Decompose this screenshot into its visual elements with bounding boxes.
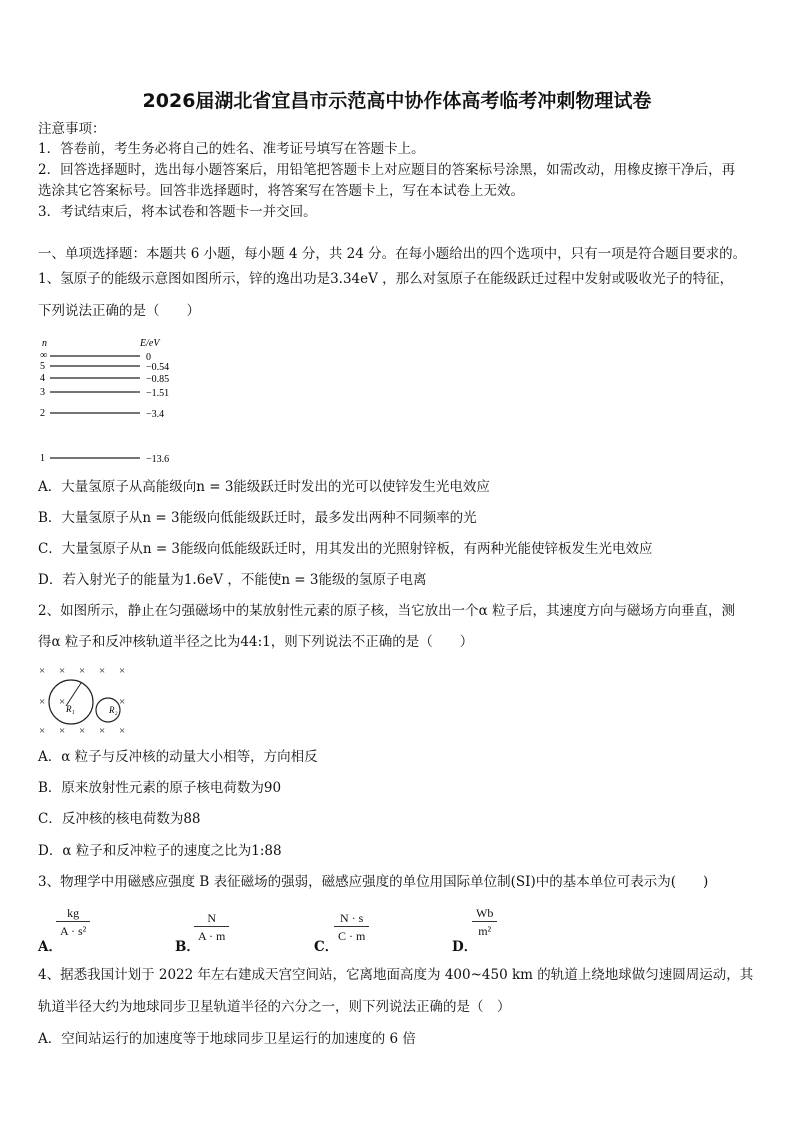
r1-label: R₁ [66,704,75,714]
q1-option-d: D．若入射光子的能量为1.6eV ，不能使n = 3能级的氢原子电离 [38,572,427,588]
svg-text:−0.54: −0.54 [146,362,170,373]
q1-stem-line1: 1、氢原子的能级示意图如图所示，锌的逸出功是3.34eV ，那么对氢原子在能级跃迁过程中发射或吸收光子的特征， [38,271,734,287]
r1-radius [66,683,81,706]
q1-stem-line2: 下列说法正确的是（ ） [38,303,200,319]
q3-option-c-fraction [334,911,369,944]
exam-title: 2026届湖北省宜昌市示范高中协作体高考临考冲刺物理试卷 [142,90,652,112]
svg-text:0: 0 [146,352,151,363]
notice-item-2: 2．回答选择题时，选出每小题答案后，用铅笔把答题卡上对应题目的答案标号涂黑，如需改动，用橡皮擦干净后，再 [38,162,736,178]
svg-text:−0.85: −0.85 [146,374,170,385]
svg-text:×: × [99,665,106,677]
svg-text:×: × [59,665,66,677]
level-5 [40,361,169,373]
r2-label: R₂ [109,705,118,715]
q3-option-b-den: A · m [194,926,229,944]
svg-text:2: 2 [40,408,45,419]
svg-text:−13.6: −13.6 [146,454,170,465]
q1-option-b: B．大量氢原子从n = 3能级向低能级跃迁时，最多发出两种不同频率的光 [38,510,477,526]
level-inf [40,350,151,363]
section-heading: 一、单项选择题：本题共 6 小题，每小题 4 分，共 24 分。在每小题给出的四个选项中，只有一项是符合题目要求的。 [38,246,747,262]
svg-text:1: 1 [40,453,45,464]
q3-option-a-den: A · s² [56,921,90,939]
svg-text:×: × [119,696,126,708]
q3-option-b-fraction [194,911,229,944]
q2-option-d: D．α 粒子和反冲粒子的速度之比为1:88 [38,843,282,859]
svg-text:×: × [59,725,66,737]
q2-stem-line2: 得α 粒子和反冲核轨道半径之比为44:1，则下列说法不正确的是（ ） [38,634,474,650]
svg-text:×: × [59,696,66,708]
svg-text:−1.51: −1.51 [146,388,170,399]
q4-stem-line1: 4、据悉我国计划于 2022 年左右建成天宫空间站，它离地面高度为 400~450 km 的轨道上绕地球做匀速圆周运动，其 [38,967,754,983]
q3-option-a-label: A． [38,939,62,955]
q3-option-d-num: Wb [476,906,494,920]
field-crosses [39,665,125,737]
q3-option-c-den: C · m [334,926,369,944]
svg-text:×: × [39,725,46,737]
level-2 [40,408,164,420]
q2-option-b: B．原来放射性元素的原子核电荷数为90 [38,780,282,796]
q3-option-d-fraction [472,906,497,939]
q2-stem-line1: 2、如图所示，静止在匀强磁场中的某放射性元素的原子核，当它放出一个α 粒子后，其速度方向与磁场方向垂直，测 [38,603,735,619]
q3-option-c-label: C． [314,939,339,955]
q3-option-b-label: B． [175,939,200,955]
svg-text:×: × [79,665,86,677]
q2-option-c: C．反冲核的核电荷数为88 [38,811,201,827]
energy-level-diagram [36,334,196,466]
svg-text:×: × [79,725,86,737]
svg-text:×: × [119,725,126,737]
svg-text:3: 3 [40,387,45,398]
svg-text:−3.4: −3.4 [146,409,165,420]
magnetic-field-diagram [36,660,136,738]
q3-option-b-num: N [207,911,216,925]
svg-text:×: × [99,725,106,737]
q4-option-a: A．空间站运行的加速度等于地球同步卫星运行的加速度的 6 倍 [38,1031,416,1047]
n-axis-label: n [42,338,47,349]
level-4 [40,373,169,385]
q3-option-c-num: N · s [340,911,364,925]
notice-item-3: 3．考试结束后，将本试卷和答题卡一并交回。 [38,204,317,220]
level-3 [40,387,169,399]
q2-option-a: A．α 粒子与反冲核的动量大小相等，方向相反 [38,749,318,765]
notice-heading: 注意事项： [38,121,106,137]
q3-option-d-den: m² [472,921,497,939]
svg-text:5: 5 [40,361,45,372]
q3-option-a-num: kg [67,906,80,920]
q4-stem-line2: 轨道半径大约为地球同步卫星轨道半径的六分之一，则下列说法正确的是（ ） [38,999,511,1015]
notice-item-1: 1．答卷前，考生务必将自己的姓名、准考证号填写在答题卡上。 [38,141,425,157]
svg-text:4: 4 [40,373,45,384]
q1-option-a: A．大量氢原子从高能级向n = 3能级跃迁时发出的光可以使锌发生光电效应 [38,479,490,495]
svg-text:×: × [119,665,126,677]
energy-axis-label: E/eV [140,338,160,349]
level-1 [40,453,169,465]
q3-stem: 3、物理学中用磁感应强度 B 表征磁场的强弱，磁感应强度的单位用国际单位制(SI)中的基本单位可表示为( ) [38,874,709,890]
svg-text:×: × [39,696,46,708]
q1-option-c: C．大量氢原子从n = 3能级向低能级跃迁时，用其发出的光照射锌板，有两种光能使锌板发生光电效应 [38,541,653,557]
svg-text:×: × [39,665,46,677]
notice-item-2-cont: 选涂其它答案标号。回答非选择题时，将答案写在答题卡上，写在本试卷上无效。 [38,183,524,199]
q3-option-a-fraction [56,906,90,939]
alpha-orbit [49,680,93,724]
q3-option-d-label: D． [452,939,478,955]
svg-text:∞: ∞ [40,350,48,361]
